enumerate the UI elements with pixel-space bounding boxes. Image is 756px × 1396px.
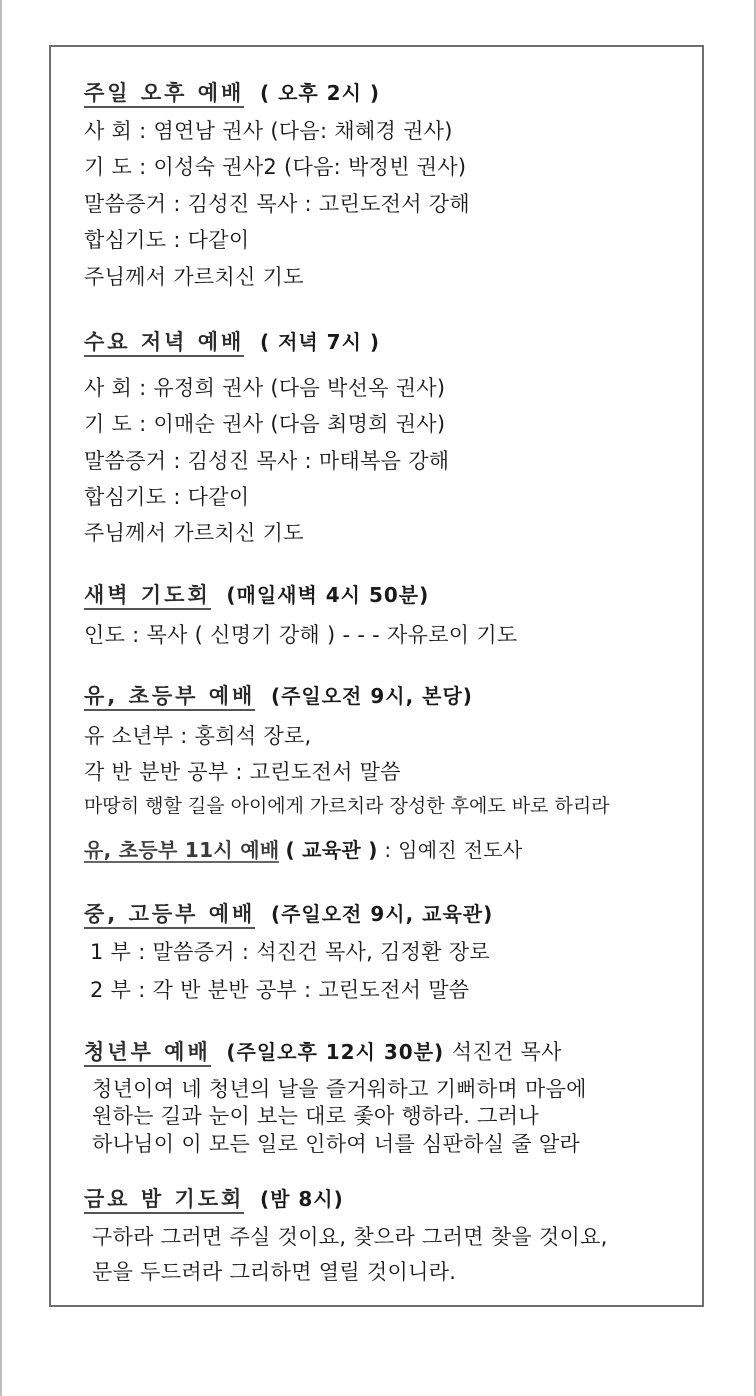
dawn-heading (84, 580, 429, 610)
youth-line: 1 부 : 말씀증거 : 석진건 목사, 김정환 장로 (90, 940, 490, 964)
sunday-pm-line: 합심기도 : 다같이 (84, 228, 250, 252)
dawn-title: 새벽 기도회 (84, 582, 211, 610)
friday-line: 문을 두드려라 그리하면 열릴 것이니라. (92, 1260, 457, 1284)
children-line: 각 반 분반 공부 : 고린도전서 말씀 (84, 760, 401, 784)
wednesday-line: 사 회 : 유정희 권사 (다음 박선옥 권사) (84, 376, 446, 400)
wednesday-title: 수요 저녁 예배 (84, 329, 244, 357)
young-adult-line: 원하는 길과 눈이 보는 대로 좇아 행하라. 그러나 (92, 1104, 539, 1128)
youth-title: 중, 고등부 예배 (84, 901, 255, 929)
wednesday-time: ( 저녁 7시 ) (259, 330, 381, 354)
children-heading (84, 681, 473, 711)
children-line: 마땅히 행할 길을 아이에게 가르치라 장성한 후에도 바로 하리라 (84, 795, 610, 817)
wednesday-line: 기 도 : 이매순 권사 (다음 최명희 권사) (84, 412, 446, 436)
wednesday-heading (84, 327, 380, 357)
children-sub-rest: : 임예진 전도사 (384, 838, 523, 862)
young-adult-line: 청년이여 네 청년의 날을 즐거워하고 기뻐하며 마음에 (92, 1077, 587, 1101)
children-sub-title: 유, 초등부 11시 예배 (84, 838, 280, 862)
sunday-pm-time: ( 오후 2시 ) (259, 81, 381, 105)
young-adult-time: (주일오후 12시 30분) (226, 1040, 445, 1064)
children-line: 유 소년부 : 홍희석 장로, (84, 724, 312, 748)
dawn-time: (매일새벽 4시 50분) (226, 583, 430, 607)
friday-title: 금요 밤 기도회 (84, 1186, 244, 1214)
page-edge-left (0, 0, 2, 1396)
wednesday-line: 말씀증거 : 김성진 목사 : 마태복음 강해 (84, 449, 450, 473)
children-sub-line (84, 835, 523, 865)
wednesday-line: 주님께서 가르치신 기도 (84, 521, 304, 545)
friday-time: (밤 8시) (259, 1187, 344, 1211)
young-adult-title: 청년부 예배 (84, 1039, 211, 1067)
sunday-pm-line: 기 도 : 이성숙 권사2 (다음: 박정빈 권사) (84, 155, 467, 179)
young-adult-line: 하나님이 이 모든 일로 인하여 너를 심판하실 줄 알라 (92, 1132, 581, 1156)
friday-line: 구하라 그러면 주실 것이요, 찾으라 그러면 찾을 것이요, (92, 1225, 608, 1249)
wednesday-line: 합심기도 : 다같이 (84, 485, 250, 509)
sunday-pm-line: 사 회 : 염연남 권사 (다음: 채혜경 권사) (84, 119, 453, 143)
friday-heading (84, 1184, 344, 1214)
sunday-pm-heading (84, 78, 380, 108)
sunday-pm-title: 주일 오후 예배 (84, 80, 244, 108)
young-adult-heading (84, 1037, 562, 1067)
children-sub-place: ( 교육관 ) (285, 838, 378, 862)
children-time: (주일오전 9시, 본당) (270, 684, 473, 708)
sunday-pm-line: 주님께서 가르치신 기도 (84, 265, 304, 289)
sunday-pm-line: 말씀증거 : 김성진 목사 : 고린도전서 강해 (84, 192, 470, 216)
dawn-line: 인도 : 목사 ( 신명기 강해 ) - - - 자유로이 기도 (84, 623, 518, 647)
children-title: 유, 초등부 예배 (84, 683, 255, 711)
youth-line: 2 부 : 각 반 분반 공부 : 고린도전서 말씀 (90, 978, 470, 1002)
young-adult-leader: 석진건 목사 (451, 1040, 562, 1064)
youth-heading (84, 899, 493, 929)
youth-time: (주일오전 9시, 교육관) (270, 902, 494, 926)
